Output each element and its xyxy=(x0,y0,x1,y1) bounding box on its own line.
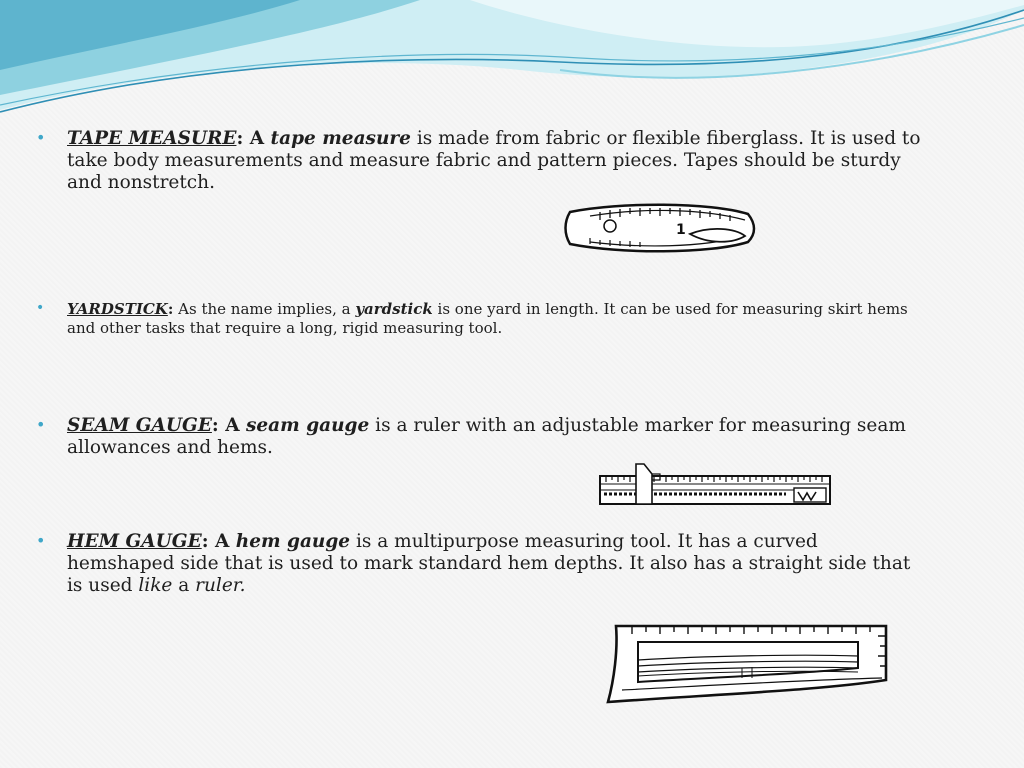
term: YARDSTICK xyxy=(67,300,168,318)
list-item-yardstick xyxy=(36,300,926,338)
header-wave-decoration xyxy=(0,0,1024,120)
keyword: tape measure xyxy=(270,128,411,149)
bullet-icon: • xyxy=(36,300,45,316)
list-item-hem-gauge xyxy=(36,531,926,597)
lead-text: As the name implies, a xyxy=(173,300,356,318)
tape-measure-illustration xyxy=(560,198,760,258)
description-tail: a xyxy=(172,575,196,596)
separator: : A xyxy=(211,415,246,436)
description: is a ruler with an adjustable marker for measuring seam allowances and hems. xyxy=(67,415,906,458)
item-text xyxy=(67,128,926,194)
description: is made from fabric or flexible fiberglass. It is used to take body measurements and measure fabric and pattern pieces. Tapes should be sturdy and nonstretch. xyxy=(67,128,921,193)
hem-gauge-illustration xyxy=(602,620,892,710)
keyword: seam gauge xyxy=(246,415,370,436)
term: HEM GAUGE xyxy=(67,531,202,552)
item-text xyxy=(67,415,926,459)
emphasis-like: like xyxy=(138,575,173,596)
list-item-tape-measure xyxy=(36,128,926,194)
description: is a multipurpose measuring tool. It has a curved hemshaped side that is used to mark standard hem depths. It also has a straight side that is used xyxy=(67,531,911,596)
seam-gauge-illustration xyxy=(596,460,836,510)
tape-number-label: 1 xyxy=(676,222,686,238)
bullet-icon: • xyxy=(36,531,46,550)
item-text xyxy=(67,531,926,597)
bullet-icon: • xyxy=(36,415,46,434)
term: TAPE MEASURE xyxy=(67,128,237,149)
keyword: hem gauge xyxy=(235,531,351,552)
keyword: yardstick xyxy=(355,300,433,318)
separator: : A xyxy=(236,128,271,149)
bullet-icon: • xyxy=(36,128,46,147)
term: SEAM GAUGE xyxy=(67,415,212,436)
emphasis-ruler: ruler. xyxy=(195,575,246,596)
description: is one yard in length. It can be used for measuring skirt hems and other tasks that require a long, rigid measuring tool. xyxy=(67,300,908,337)
separator: : xyxy=(167,300,174,318)
list-item-seam-gauge xyxy=(36,415,926,459)
separator: : A xyxy=(201,531,236,552)
item-text xyxy=(67,300,926,338)
